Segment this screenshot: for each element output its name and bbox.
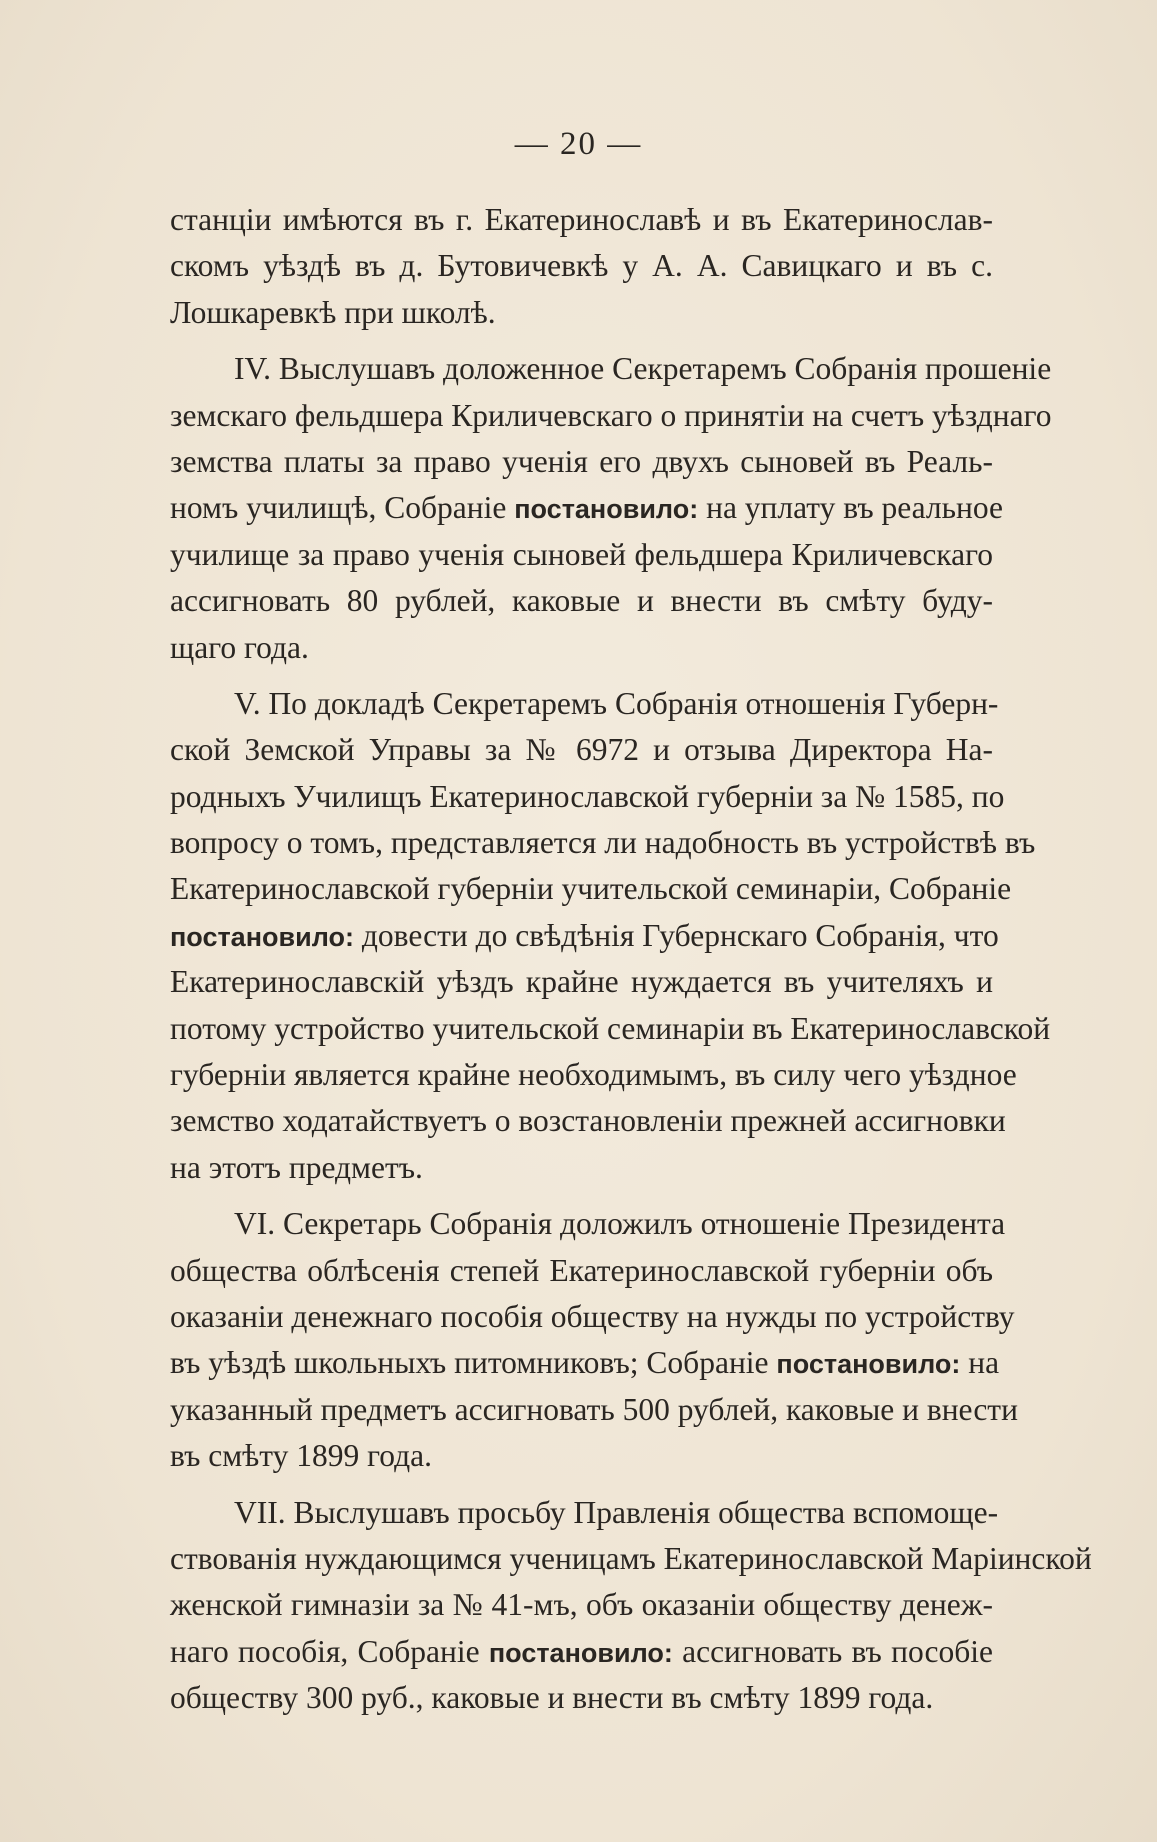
text-line bbox=[170, 485, 1003, 531]
text-line: V. По докладѣ Секретаремъ Собранія отношенія Губерн- bbox=[234, 685, 999, 721]
text-line: VI. Секретарь Собранія доложилъ отношеніе Президента bbox=[234, 1206, 1006, 1242]
text-line: IV. Выслушавъ доложенное Секретаремъ Собранія прошеніе bbox=[234, 351, 1052, 387]
text-run: на уплату въ реальное bbox=[698, 490, 1003, 526]
text-line: училище за право ученія сыновей фельдшера Криличевскаго bbox=[170, 536, 993, 572]
text-line: обществу 300 руб., каковые и внести въ смѣту 1899 года. bbox=[170, 1680, 934, 1716]
resolution-keyword: постановило: bbox=[776, 1349, 961, 1380]
text-line: земскаго фельдшера Криличевскаго о принятіи на счетъ уѣзднаго bbox=[170, 397, 1052, 433]
text-line: оказаніи денежнаго пособія обществу на нужды по устройству bbox=[170, 1298, 1015, 1334]
text-line: щаго года. bbox=[170, 629, 309, 665]
text-run: ассигновать въ пособіе bbox=[672, 1633, 993, 1669]
text-line: ствованія нуждающимся ученицамъ Екатеринославской Маріинской bbox=[170, 1540, 1092, 1576]
text-line: вопросу о томъ, представляется ли надобность въ устройствѣ въ bbox=[170, 825, 1036, 861]
page-number: — 20 — bbox=[514, 126, 643, 162]
body-text bbox=[170, 197, 1092, 1732]
text-line: ской Земской Управы за № 6972 и отзыва Директора На- bbox=[170, 732, 993, 768]
text-line: Лошкаревкѣ при школѣ. bbox=[170, 294, 496, 330]
text-run: въ уѣздѣ школьныхъ питомниковъ; Собраніе bbox=[170, 1345, 777, 1381]
text-line: на этотъ предметъ. bbox=[170, 1149, 423, 1185]
text-line bbox=[170, 1629, 993, 1675]
text-line: Екатеринославскій уѣздъ крайне нуждается въ учителяхъ и bbox=[170, 964, 993, 1000]
text-line: Екатеринославской губерніи учительской семинаріи, Собраніе bbox=[170, 871, 1012, 907]
paragraph-section-v bbox=[170, 681, 1051, 1191]
text-line: въ смѣту 1899 года. bbox=[170, 1438, 432, 1474]
text-run: на bbox=[960, 1345, 1000, 1381]
paragraph-section-vi bbox=[170, 1201, 1018, 1479]
text-run: довести до свѣдѣнія Губернскаго Собранія, что bbox=[353, 917, 999, 953]
text-line: ассигновать 80 рублей, каковые и внести въ смѣту буду- bbox=[170, 583, 993, 619]
text-run: номъ училищѣ, Собраніе bbox=[170, 490, 515, 526]
text-line: станціи имѣются въ г. Екатеринославѣ и въ Екатеринослав- bbox=[170, 202, 993, 237]
paragraph-1 bbox=[170, 197, 993, 336]
text-line: потому устройство учительской семинаріи въ Екатеринославской bbox=[170, 1010, 1051, 1046]
text-line: VII. Выслушавъ просьбу Правленія общества вспомоще- bbox=[234, 1494, 999, 1530]
text-line: родныхъ Училищъ Екатеринославской губерніи за № 1585, по bbox=[170, 778, 1005, 814]
text-line bbox=[170, 1340, 1000, 1386]
text-line: общества облѣсенія степей Екатеринославской губерніи объ bbox=[170, 1252, 993, 1288]
text-line: скомъ уѣздѣ въ д. Бутовичевкѣ у А. А. Савицкаго и въ с. bbox=[170, 248, 993, 284]
text-line: указанный предметъ ассигновать 500 рублей, каковые и внести bbox=[170, 1391, 1018, 1427]
text-line: земства платы за право ученія его двухъ сыновей въ Реаль- bbox=[170, 443, 993, 479]
text-line bbox=[170, 913, 999, 959]
text-line: женской гимназіи за № 41-мъ, объ оказаніи обществу денеж- bbox=[170, 1587, 993, 1623]
resolution-keyword: постановило: bbox=[488, 1637, 673, 1668]
text-line: земство ходатайствуетъ о возстановленіи прежней ассигновки bbox=[170, 1103, 1006, 1139]
paragraph-section-vii bbox=[170, 1490, 1092, 1722]
paragraph-section-iv bbox=[170, 346, 1052, 671]
text-run: наго пособія, Собраніе bbox=[170, 1633, 489, 1669]
text-line: губерніи является крайне необходимымъ, въ силу чего уѣздное bbox=[170, 1057, 1017, 1093]
resolution-keyword: постановило: bbox=[514, 494, 699, 525]
resolution-keyword: постановило: bbox=[170, 921, 354, 952]
